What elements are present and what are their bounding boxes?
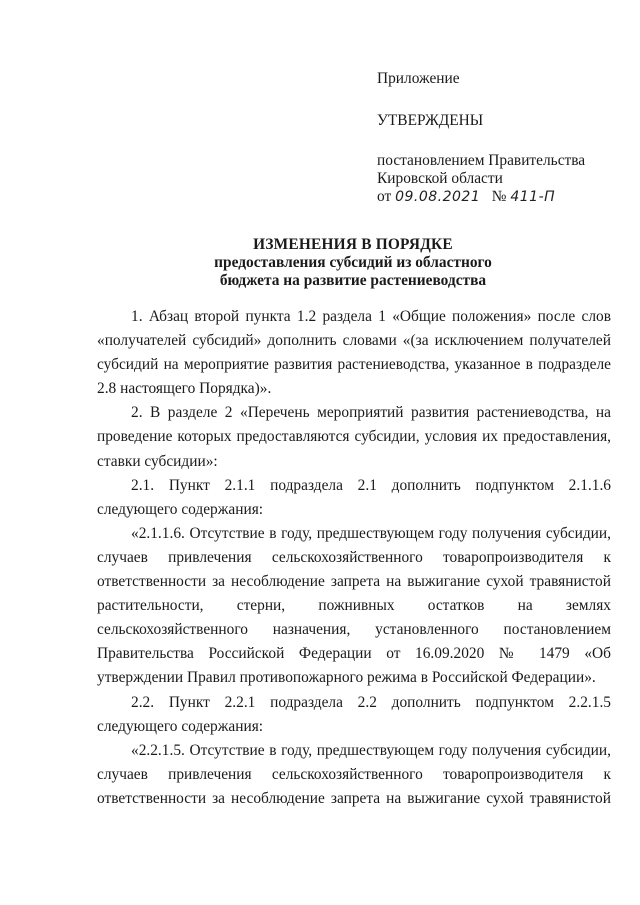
paragraph-2: 2. В разделе 2 «Перечень мероприятий развития растениеводства, на проведение которых предоставляются субсидии, условия их предоставления, ставки субсидии»: bbox=[97, 404, 611, 470]
number-prefix: № bbox=[491, 188, 507, 205]
paragraph-2-1: 2.1. Пункт 2.1.1 подраздела 2.1 дополнить подпунктом 2.1.1.6 следующего содержания: bbox=[97, 476, 611, 518]
document-body bbox=[97, 305, 611, 811]
decree-line-2: Кировской области bbox=[377, 170, 503, 187]
handwritten-number: 411-П bbox=[510, 189, 556, 205]
decree-line-1: постановлением Правительства bbox=[377, 152, 586, 169]
title-main: ИЗМЕНЕНИЯ В ПОРЯДКЕ bbox=[253, 236, 453, 253]
approved-label: УТВЕРЖДЕНЫ bbox=[377, 112, 484, 129]
paragraph-2-2: 2.2. Пункт 2.2.1 подраздела 2.2 дополнить подпунктом 2.2.1.5 следующего содержания: bbox=[97, 693, 611, 735]
paragraph-2-1-1-6: «2.1.1.6. Отсутствие в году, предшествующем году получения субсидии, случаев привлечения сельскохозяйственного товаропроизводителя к ответственности за несоблюдение запрета на выжигание сухой травянистой растительности, стерни, пожнивных остатков на землях сельскохозяйственного назначения, установленного постановлением Правительства Российской Федерации от 16.09.2020 № 1479 «Об утверждении Правил противопожарного режима в Российской Федерации». bbox=[97, 524, 611, 687]
appendix-label: Приложение bbox=[377, 70, 460, 87]
approval-block bbox=[377, 70, 627, 206]
decree-date-number bbox=[377, 188, 627, 206]
title-sub-line-1: предоставления субсидий из областного bbox=[214, 254, 492, 271]
document-title bbox=[100, 236, 606, 290]
paragraph-1: 1. Абзац второй пункта 1.2 раздела 1 «Общие положения» после слов «получателей субсидий» дополнить словами «(за исключением получателей субсидий на мероприятие развития растениеводства, указанное в подразделе 2.8 настоящего Порядка)». bbox=[97, 308, 611, 398]
date-prefix: от bbox=[377, 188, 392, 205]
title-sub-line-2: бюджета на развитие растениеводства bbox=[219, 272, 487, 289]
handwritten-date: 09.08.2021 bbox=[395, 189, 481, 205]
decree-reference bbox=[377, 152, 627, 206]
paragraph-2-2-1-5: «2.2.1.5. Отсутствие в году, предшествующем году получения субсидии, случаев привлечения сельскохозяйственного товаропроизводителя к ответственности за несоблюдение запрета на выжигание сухой травянистой bbox=[97, 741, 611, 807]
